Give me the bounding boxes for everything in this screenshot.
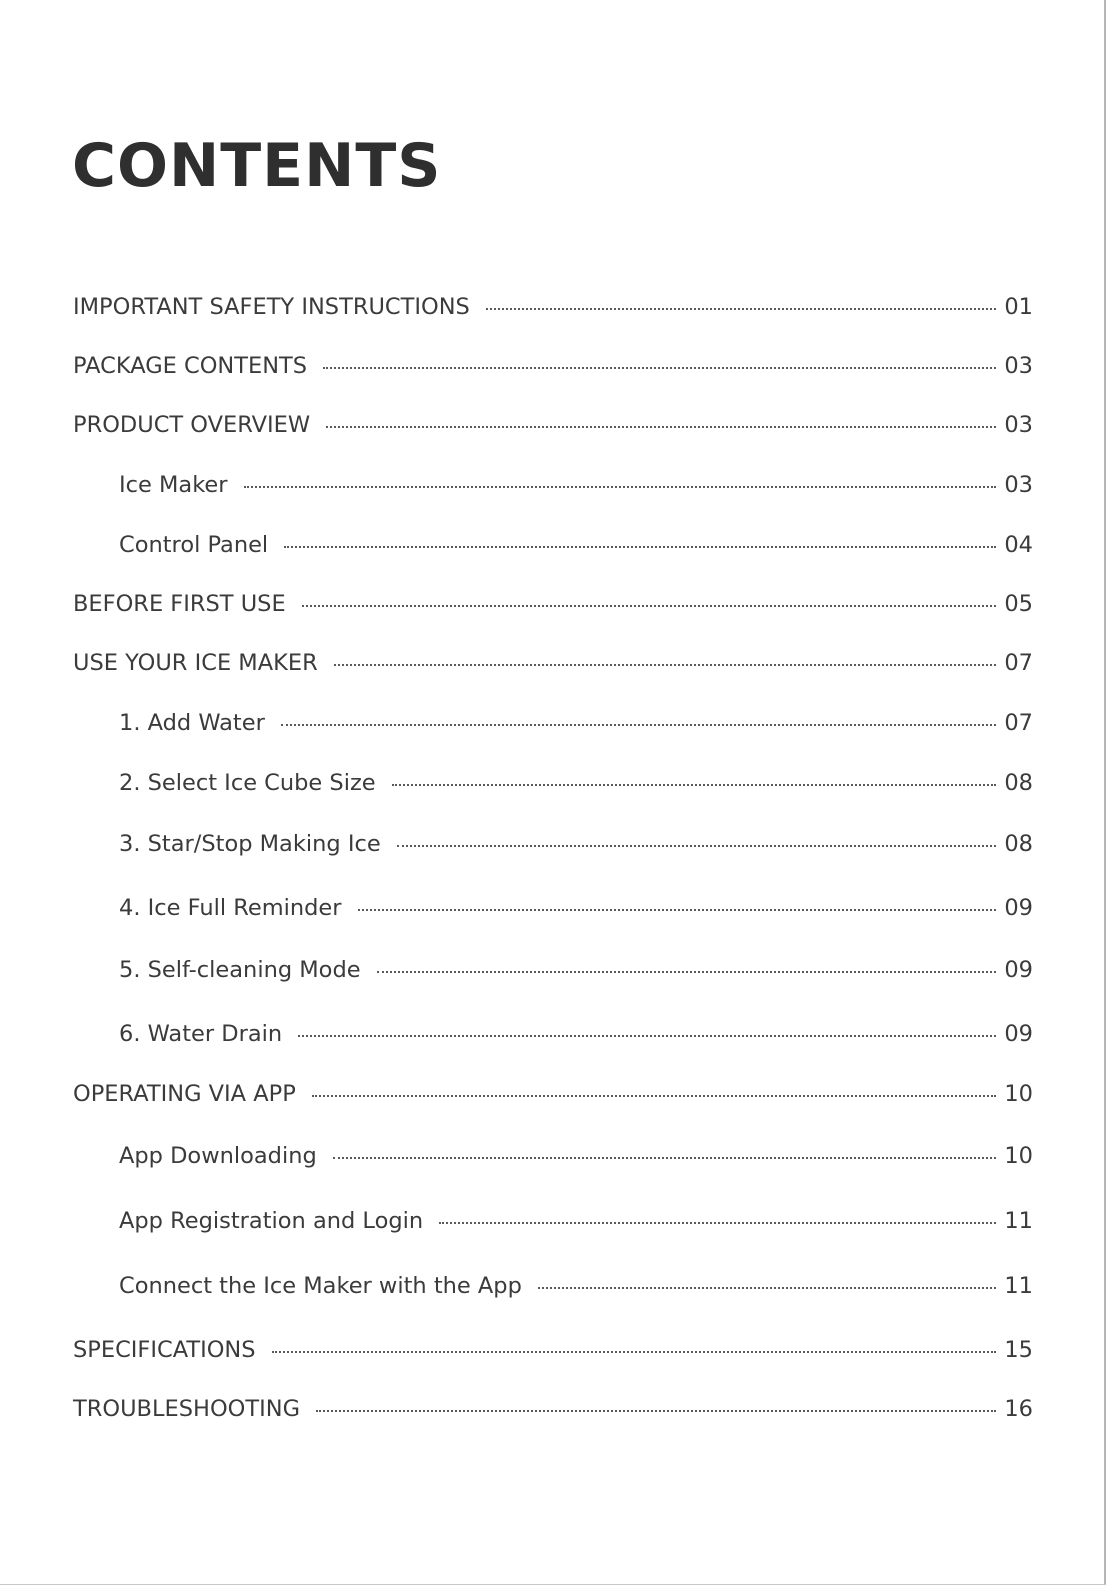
- toc-entry[interactable]: [119, 529, 1033, 561]
- toc-page-number: 07: [1004, 650, 1033, 676]
- toc-entry-label: OPERATING VIA APP: [73, 1081, 296, 1107]
- toc-dot-leader: [244, 486, 997, 488]
- toc-entry-label: App Registration and Login: [119, 1208, 424, 1234]
- toc-dot-leader: [298, 1035, 996, 1037]
- toc-page-number: 08: [1004, 770, 1033, 796]
- toc-entry[interactable]: [119, 828, 1033, 860]
- toc-page-number: 09: [1004, 1021, 1033, 1047]
- toc-entry-label: PACKAGE CONTENTS: [73, 353, 308, 379]
- toc-entry-label: IMPORTANT SAFETY INSTRUCTIONS: [73, 294, 470, 320]
- toc-page-number: 03: [1004, 412, 1033, 438]
- toc-dot-leader: [358, 909, 997, 911]
- toc-dot-leader: [284, 546, 996, 548]
- toc-dot-leader: [538, 1287, 997, 1289]
- toc-entry-label: Connect the Ice Maker with the App: [119, 1273, 522, 1299]
- toc-entry[interactable]: [119, 1140, 1033, 1172]
- toc-entry[interactable]: [73, 647, 1033, 679]
- toc-page-number: 10: [1004, 1143, 1033, 1169]
- toc-dot-leader: [302, 605, 997, 607]
- toc-entry-label: USE YOUR ICE MAKER: [73, 650, 318, 676]
- toc-entry-label: Control Panel: [119, 532, 269, 558]
- toc-entry-label: Ice Maker: [119, 472, 228, 498]
- toc-page-number: 08: [1004, 831, 1033, 857]
- toc-entry[interactable]: [73, 588, 1033, 620]
- toc-dot-leader: [316, 1410, 996, 1412]
- toc-entry-label: 4. Ice Full Reminder: [119, 895, 342, 921]
- toc-dot-leader: [397, 845, 997, 847]
- toc-entry[interactable]: [119, 1205, 1033, 1237]
- toc-entry[interactable]: [119, 469, 1033, 501]
- toc-entry-label: TROUBLESHOOTING: [73, 1396, 301, 1422]
- toc-page-number: 03: [1004, 472, 1033, 498]
- toc-entry[interactable]: [119, 1270, 1033, 1302]
- toc-dot-leader: [323, 367, 996, 369]
- toc-entry-label: 3. Star/Stop Making Ice: [119, 831, 381, 857]
- toc-page-number: 05: [1004, 591, 1033, 617]
- toc-page-number: 09: [1004, 895, 1033, 921]
- toc-entry-label: 2. Select Ice Cube Size: [119, 770, 376, 796]
- toc-page-number: 15: [1004, 1337, 1033, 1363]
- toc-entry-label: BEFORE FIRST USE: [73, 591, 286, 617]
- toc-entry[interactable]: [73, 291, 1033, 323]
- toc-page-number: 11: [1004, 1208, 1033, 1234]
- toc-page-number: 03: [1004, 353, 1033, 379]
- toc-dot-leader: [312, 1095, 997, 1097]
- toc-entry-label: 5. Self-cleaning Mode: [119, 957, 361, 983]
- toc-entry-label: App Downloading: [119, 1143, 317, 1169]
- toc-page-number: 01: [1004, 294, 1033, 320]
- toc-entry[interactable]: [119, 707, 1033, 739]
- toc-entry[interactable]: [73, 1078, 1033, 1110]
- toc-entry[interactable]: [119, 767, 1033, 799]
- toc-entry[interactable]: [73, 350, 1033, 382]
- toc-dot-leader: [377, 971, 997, 973]
- toc-dot-leader: [334, 664, 997, 666]
- toc-dot-leader: [281, 724, 997, 726]
- toc-entry-label: 6. Water Drain: [119, 1021, 283, 1047]
- toc-entry-label: SPECIFICATIONS: [73, 1337, 256, 1363]
- toc-dot-leader: [439, 1222, 996, 1224]
- toc-entry-label: 1. Add Water: [119, 710, 265, 736]
- toc-dot-leader: [326, 426, 996, 428]
- page-title: CONTENTS: [72, 131, 442, 201]
- toc-entry[interactable]: [73, 1334, 1033, 1366]
- toc-entry[interactable]: [119, 1018, 1033, 1050]
- toc-dot-leader: [272, 1351, 997, 1353]
- toc-page-number: 07: [1004, 710, 1033, 736]
- toc-dot-leader: [392, 784, 997, 786]
- toc-page-number: 11: [1004, 1273, 1033, 1299]
- toc-dot-leader: [333, 1157, 997, 1159]
- toc-entry-label: PRODUCT OVERVIEW: [73, 412, 311, 438]
- toc-page-number: 09: [1004, 957, 1033, 983]
- toc-page-number: 10: [1004, 1081, 1033, 1107]
- toc-page-number: 16: [1004, 1396, 1033, 1422]
- toc-entry[interactable]: [73, 1393, 1033, 1425]
- toc-page-number: 04: [1004, 532, 1033, 558]
- toc-entry[interactable]: [119, 954, 1033, 986]
- toc-dot-leader: [486, 308, 997, 310]
- toc-entry[interactable]: [119, 892, 1033, 924]
- toc-entry[interactable]: [73, 409, 1033, 441]
